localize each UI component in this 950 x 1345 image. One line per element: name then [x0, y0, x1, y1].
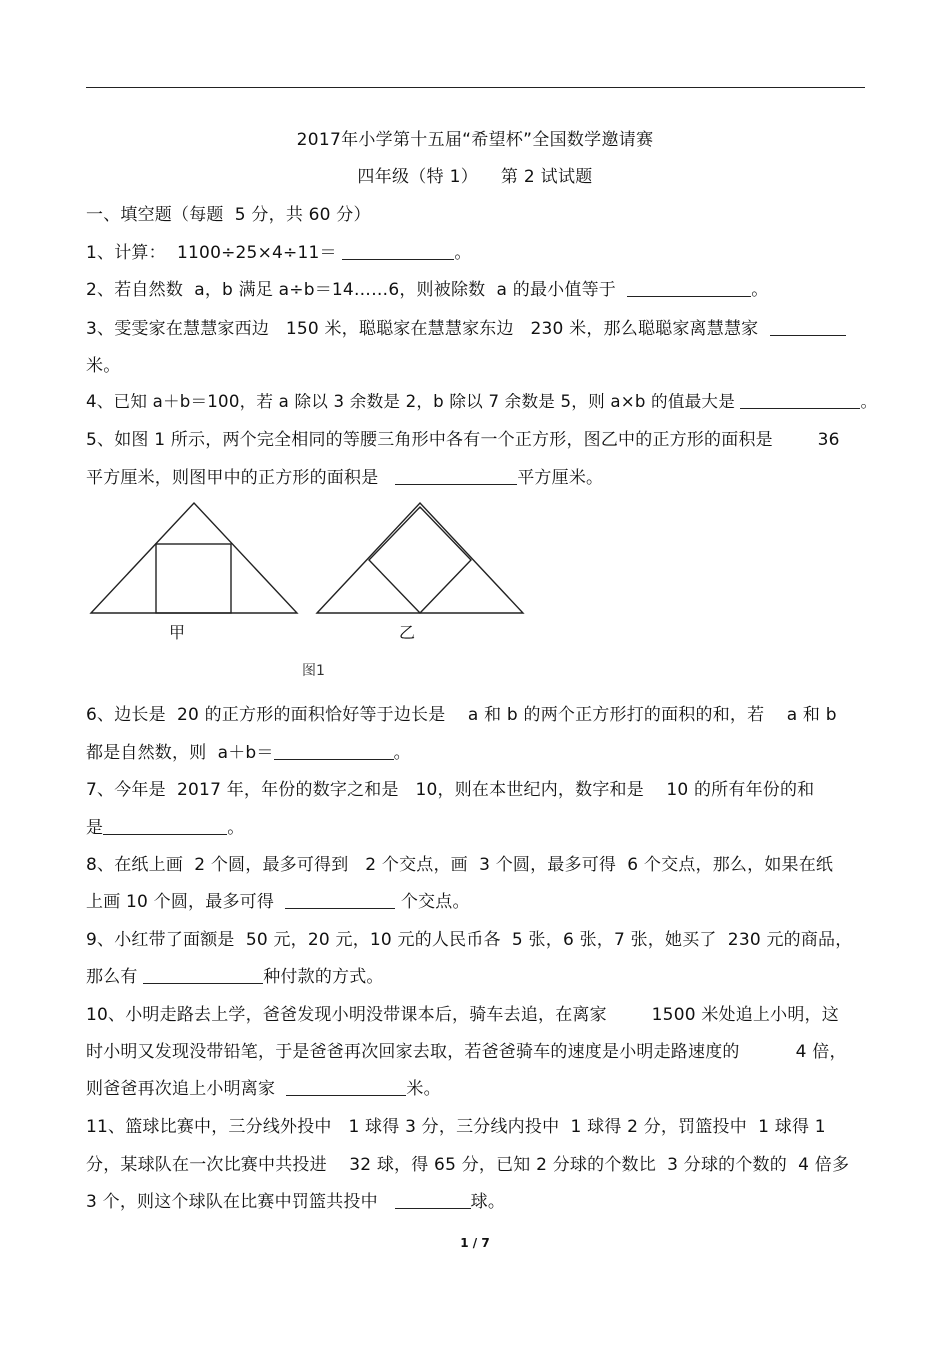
question-4 [86, 388, 877, 412]
exam-title: 2017年小学第十五届“希望杯”全国数学邀请赛 [296, 130, 654, 150]
question-4-text: 4、已知 a＋b＝100，若 a 除以 3 余数是 2，b 除以 7 余数是 5，则 a×b 的值最大是 [86, 392, 741, 411]
question-3-text: 3、雯雯家在慧慧家西边 150 米，聪聪家在慧慧家东边 230 米，那么聪聪家离慧慧家 [86, 319, 770, 339]
question-9-line-1: 9、小红带了面额是 50 元，20 元，10 元的人民币各 5 张，6 张，7 张，她买了 230 元的商品， [86, 930, 853, 950]
question-9-end: 种付款的方式。 [263, 967, 384, 987]
question-11-text: 3 个，则这个球队在比赛中罚篮共投中 [86, 1192, 395, 1212]
answer-blank-6[interactable] [274, 743, 394, 760]
question-3 [86, 314, 846, 339]
question-5-line-2 [86, 463, 603, 488]
answer-blank-10[interactable] [286, 1079, 406, 1096]
question-1 [86, 238, 472, 263]
question-1-text: 1、计算： 1100÷25×4÷11＝ [86, 243, 343, 263]
question-4-end: 。 [860, 392, 878, 411]
label-yi: 乙 [399, 623, 416, 642]
question-7-line-2 [86, 813, 244, 838]
header-rule [86, 87, 865, 88]
question-8-end: 个交点。 [395, 892, 470, 912]
question-9-line-2 [86, 962, 384, 987]
question-11-line-3 [86, 1187, 505, 1212]
answer-blank-5[interactable] [395, 468, 517, 485]
answer-blank-3[interactable] [770, 319, 846, 336]
question-10-end: 米。 [406, 1079, 441, 1099]
triangle-b [317, 503, 523, 613]
answer-blank-2[interactable] [627, 280, 751, 297]
question-3-unit: 米。 [86, 356, 121, 376]
question-2-end: 。 [751, 280, 769, 300]
question-6-line-2 [86, 738, 411, 763]
question-5-end: 平方厘米。 [517, 468, 604, 488]
label-jia: 甲 [169, 623, 186, 642]
question-7-end: 。 [227, 818, 245, 838]
question-6-end: 。 [393, 743, 411, 763]
answer-blank-8[interactable] [285, 892, 395, 909]
question-10-line-1: 10、小明走路去上学，爸爸发现小明没带课本后，骑车去追，在离家 1500 米处追上小明，这 [86, 1005, 839, 1025]
question-5-text: 平方厘米，则图甲中的正方形的面积是 [86, 468, 396, 488]
figure-1 [86, 498, 546, 687]
question-8-line-1: 8、在纸上画 2 个圆，最多可得到 2 个交点，画 3 个圆，最多可得 6 个交点，那么，如果在纸 [86, 855, 834, 875]
answer-blank-11[interactable] [395, 1192, 471, 1209]
section-heading: 一、填空题（每题 5 分，共 60 分） [86, 205, 371, 225]
exam-subtitle: 四年级（特 1） 第 2 试试题 [357, 167, 593, 187]
square-a [156, 544, 231, 613]
square-b [369, 507, 471, 613]
question-7-text: 是 [86, 818, 104, 838]
figure-caption: 图1 [302, 663, 325, 679]
answer-blank-9[interactable] [143, 967, 263, 984]
question-6-text: 都是自然数，则 a＋b＝ [86, 743, 274, 763]
question-2-text: 2、若自然数 a，b 满足 a÷b＝14……6，则被除数 a 的最小值等于 [86, 280, 628, 300]
question-11-line-2: 分，某球队在一次比赛中共投进 32 球，得 65 分，已知 2 分球的个数比 3 分球的个数的 4 倍多 [86, 1155, 850, 1175]
question-9-text: 那么有 [86, 967, 144, 987]
question-1-end: 。 [454, 243, 472, 263]
question-10-line-2: 时小明又发现没带铅笔，于是爸爸再次回家去取，若爸爸骑车的速度是小明走路速度的 4 倍， [86, 1042, 847, 1062]
answer-blank-4[interactable] [740, 392, 860, 409]
question-11-end: 球。 [470, 1192, 506, 1212]
page-number: 1 / 7 [460, 1236, 490, 1250]
question-6-line-1: 6、边长是 20 的正方形的面积恰好等于边长是 a 和 b 的两个正方形打的面积的和，若 a 和 b [86, 705, 837, 725]
answer-blank-1[interactable] [342, 243, 454, 260]
triangle-square-diagram [86, 498, 546, 683]
question-7-line-1: 7、今年是 2017 年，年份的数字之和是 10，则在本世纪内，数字和是 10 的所有年份的和 [86, 780, 815, 800]
question-11-line-1: 11、篮球比赛中，三分线外投中 1 球得 3 分，三分线内投中 1 球得 2 分，罚篮投中 1 球得 1 [86, 1117, 826, 1137]
question-8-text: 上画 10 个圆，最多可得 [86, 892, 286, 912]
answer-blank-7[interactable] [103, 818, 227, 835]
question-10-line-3 [86, 1074, 441, 1099]
question-10-text: 则爸爸再次追上小明离家 [86, 1079, 287, 1099]
triangle-a [91, 503, 297, 613]
question-5-line-1: 5、如图 1 所示，两个完全相同的等腰三角形中各有一个正方形，图乙中的正方形的面积是 36 [86, 430, 840, 450]
question-2 [86, 275, 768, 300]
question-8-line-2 [86, 887, 470, 912]
